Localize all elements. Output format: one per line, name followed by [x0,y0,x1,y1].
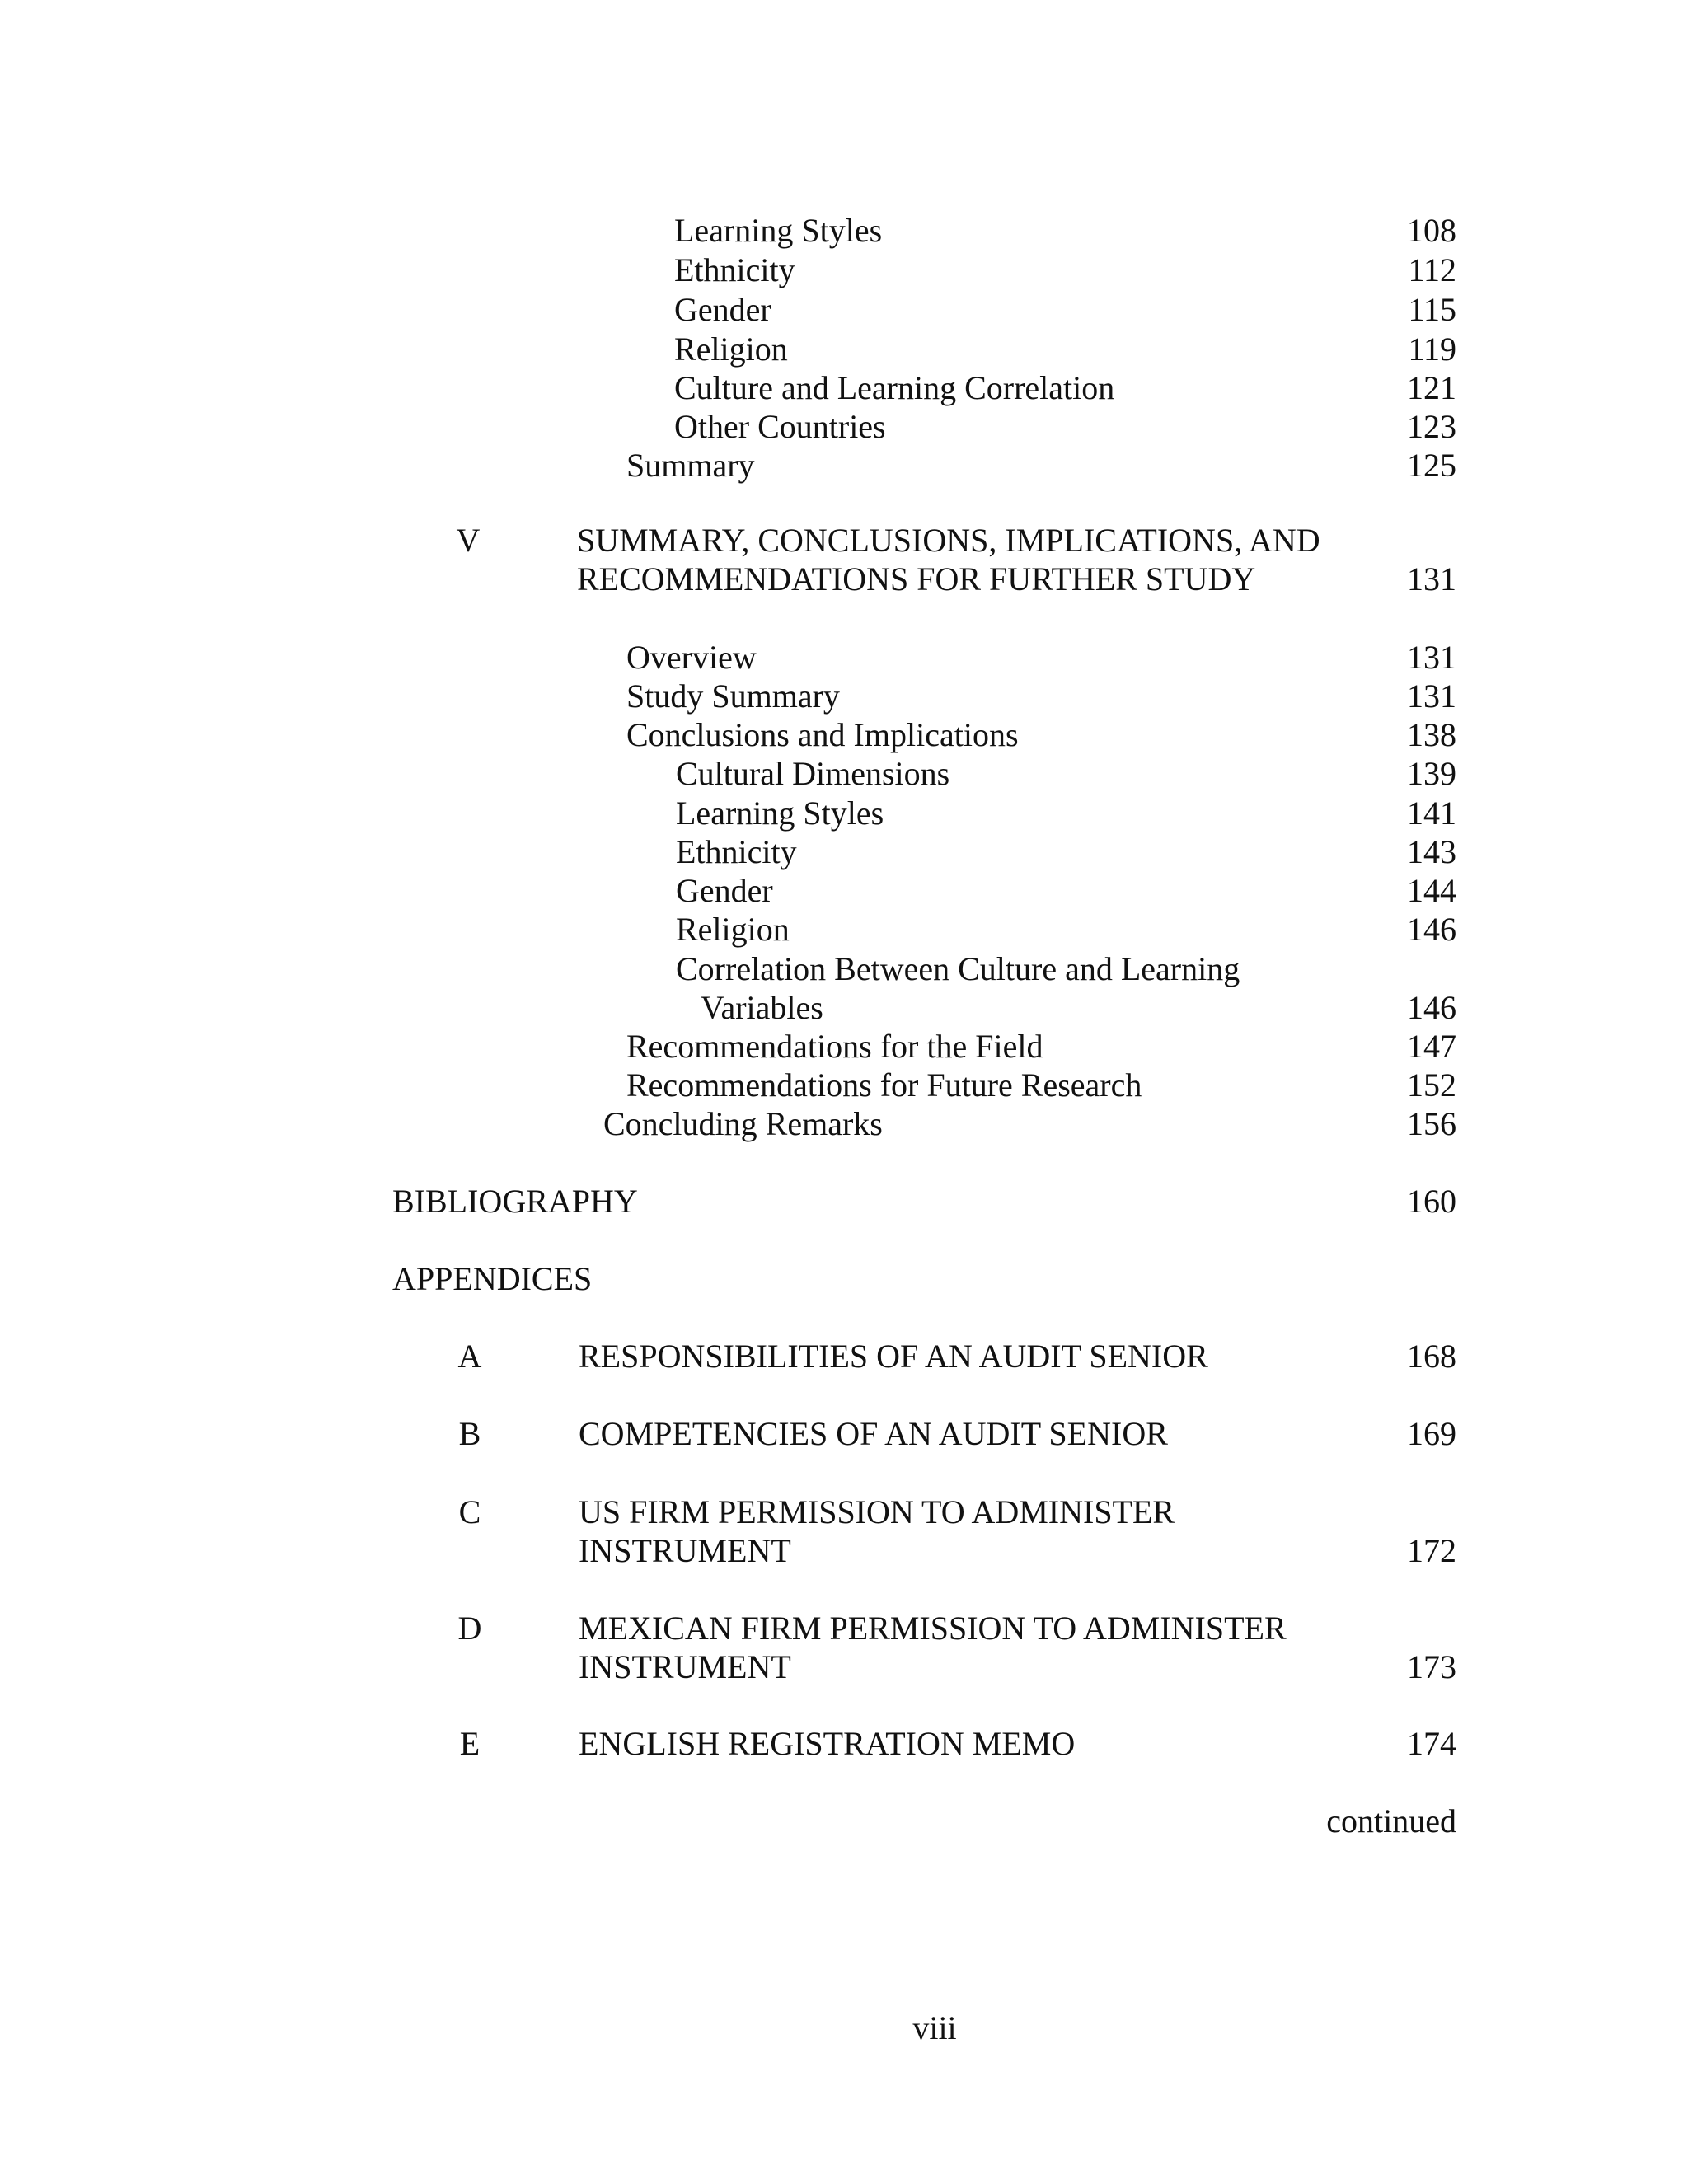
toc-entry-page: 144 [1407,872,1456,909]
chapter-title-line-1: SUMMARY, CONCLUSIONS, IMPLICATIONS, AND [577,522,1320,559]
appendix-letter: E [459,1725,481,1762]
toc-entry-label: Recommendations for the Field [626,1028,1043,1065]
appendix-letter: B [458,1415,481,1452]
chapter-page: 131 [1407,560,1456,598]
toc-entry-page: 131 [1407,639,1456,676]
bibliography-page: 160 [1407,1183,1456,1220]
toc-entry-page: 131 [1407,677,1456,715]
toc-entry-label: Gender [676,872,773,909]
appendix-page: 169 [1407,1415,1456,1452]
toc-entry-page: 119 [1408,330,1456,368]
toc-entry-page: 115 [1408,291,1456,328]
appendix-page: 174 [1407,1725,1456,1762]
appendix-page: 172 [1407,1532,1456,1569]
toc-entry-page: 138 [1407,716,1456,753]
toc-entry-page: 147 [1407,1028,1456,1065]
toc-entry-page: 125 [1407,447,1456,484]
toc-entry-page: 143 [1407,833,1456,870]
appendix-title: ENGLISH REGISTRATION MEMO [579,1725,1076,1762]
toc-entry-label: Study Summary [626,677,840,715]
chapter-number: V [456,522,481,559]
toc-entry-page: 139 [1407,755,1456,792]
appendix-page: 168 [1407,1338,1456,1375]
toc-entry-label: Overview [626,639,757,676]
appendix-title: RESPONSIBILITIES OF AN AUDIT SENIOR [579,1338,1208,1375]
toc-entry-label: Religion [676,911,790,948]
chapter-title-line-2: RECOMMENDATIONS FOR FURTHER STUDY [577,560,1256,598]
toc-entry-label: Ethnicity [676,833,797,870]
toc-entry-label: Other Countries [674,408,886,445]
toc-entry-page: 121 [1407,369,1456,406]
appendices-heading: APPENDICES [392,1260,593,1297]
toc-entry-page: 146 [1407,989,1456,1026]
appendix-title: COMPETENCIES OF AN AUDIT SENIOR [579,1415,1168,1452]
appendix-letter: C [458,1493,481,1530]
toc-entry-label: Concluding Remarks [603,1105,883,1142]
appendix-letter: D [457,1610,482,1647]
toc-entry-label: Ethnicity [674,251,795,288]
toc-entry-label: Conclusions and Implications [626,716,1019,753]
toc-entry-label: Learning Styles [676,794,884,832]
toc-entry-label: Summary [626,447,755,484]
toc-entry-page: 156 [1407,1105,1456,1142]
toc-entry-page: 123 [1407,408,1456,445]
toc-entry-label: Gender [674,291,771,328]
toc-entry-label: Correlation Between Culture and Learning [676,950,1240,987]
appendix-title: MEXICAN FIRM PERMISSION TO ADMINISTER [579,1610,1287,1647]
bibliography-label: BIBLIOGRAPHY [392,1183,638,1220]
toc-entry-label: Religion [674,330,788,368]
toc-entry-label: Culture and Learning Correlation [674,369,1115,406]
toc-entry-page: 152 [1407,1066,1456,1104]
toc-entry-label: Variables [701,989,823,1026]
appendix-title-continuation: INSTRUMENT [579,1648,791,1685]
toc-entry-label: Recommendations for Future Research [626,1066,1142,1104]
page-number: viii [912,2009,957,2046]
appendix-page: 173 [1407,1648,1456,1685]
toc-entry-page: 146 [1407,911,1456,948]
appendix-title: US FIRM PERMISSION TO ADMINISTER [579,1493,1175,1530]
toc-entry-page: 112 [1408,251,1456,288]
toc-entry-label: Learning Styles [674,212,883,249]
toc-entry-label: Cultural Dimensions [676,755,950,792]
appendix-title-continuation: INSTRUMENT [579,1532,791,1569]
toc-entry-page: 108 [1407,212,1456,249]
toc-entry-page: 141 [1407,794,1456,832]
appendix-letter: A [457,1338,482,1375]
continued-label: continued [1326,1802,1456,1840]
